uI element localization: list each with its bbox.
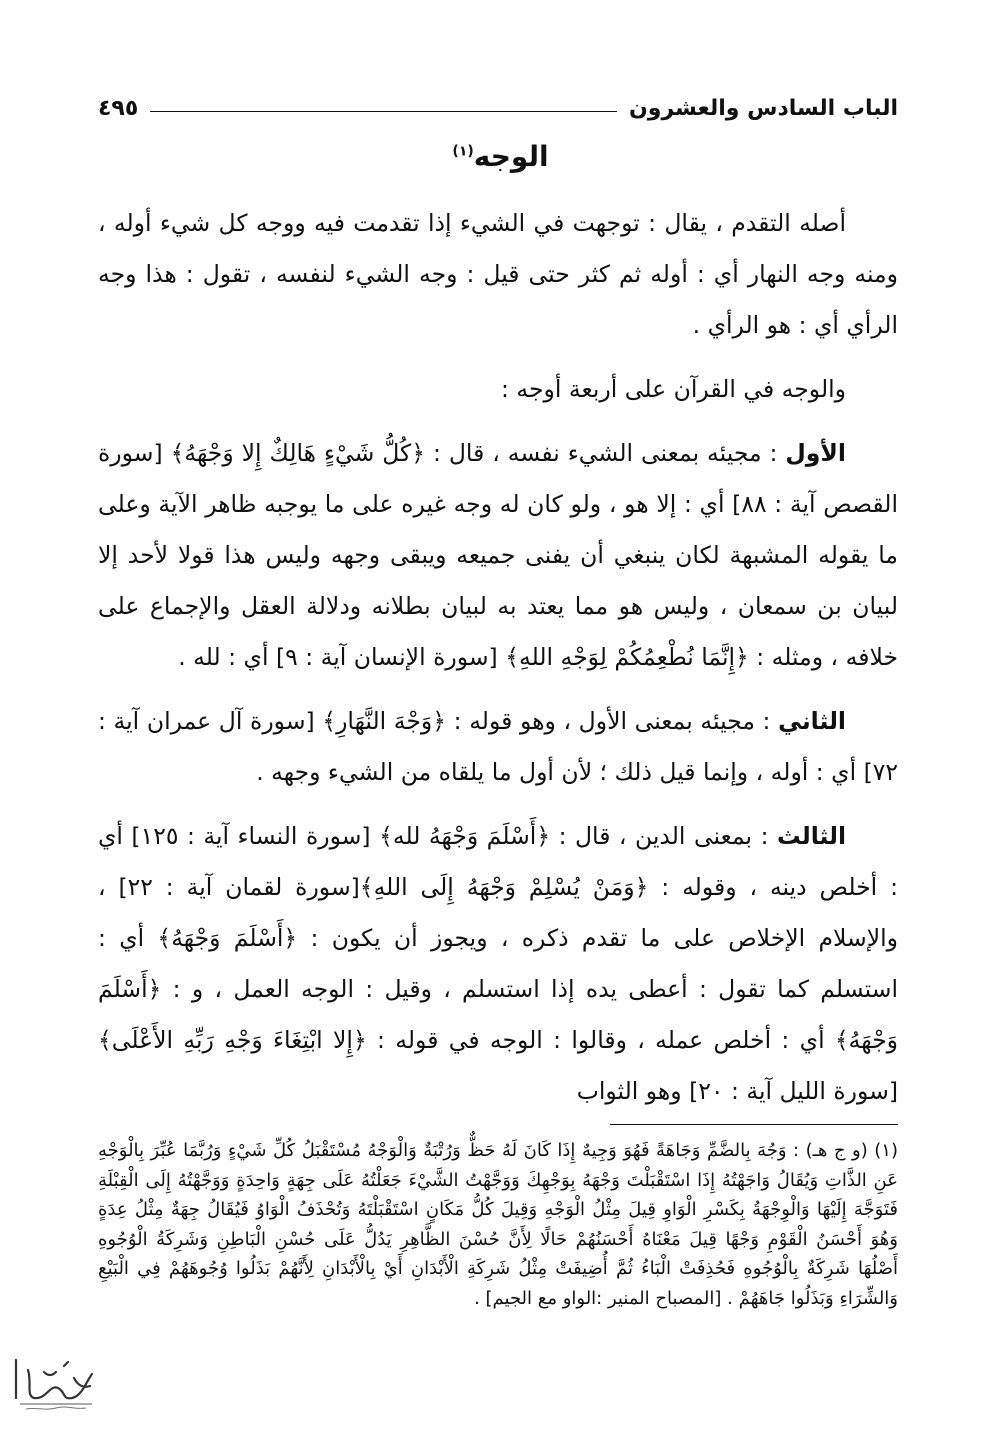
paragraph-third-meaning <box>98 811 898 1117</box>
paragraph-text: أصله التقدم ، يقال : توجهت في الشيء إذا تقدمت فيه ووجه كل شيء أوله ، ومنه وجه النهار أي : أوله ثم كثر حتى قيل : وجه الشيء لنفسه ، تقول : هذا وجه الرأي أي : هو الرأي . <box>98 209 898 339</box>
paragraph-first-meaning <box>98 428 898 683</box>
footnote-separator <box>610 1124 898 1125</box>
heading-footnote-marker: (١) <box>452 143 474 160</box>
footnote <box>98 1136 898 1313</box>
page-header <box>98 90 898 126</box>
paragraph-label: الثاني <box>778 707 846 735</box>
paragraph-text: : بمعنى الدين ، قال : ﴿أَسْلَمَ وَجْهَهُ لله﴾ [سورة النساء آية : ١٢٥] أي : أخلص دينه ، وقوله : ﴿وَمَنْ يُسْلِمْ وَجْهَهُ إِلَى اللهِ﴾[سورة لقمان آية : ٢٢] ، والإسلام الإخلاص على ما تقدم ذكره ، ويجوز أن يكون : ﴿أَسْلَمَ وَجْهَهُ﴾ أي : استسلم كما تقول : أعطى يده إذا استسلم ، وقيل : الوجه العمل ، و : ﴿أَسْلَمَ وَجْهَهُ﴾ أي : أخلص عمله ، وقالوا : الوجه في قوله : ﴿إِلا ابْتِغَاءَ وَجْهِ رَبِّهِ الأَعْلَى﴾ [سورة الليل آية : ٢٠] وهو الثواب <box>98 822 898 1105</box>
paragraph-count <box>98 364 898 415</box>
paragraph-text: : مجيئه بمعنى الشيء نفسه ، قال : ﴿كُلُّ شَيْءٍ هَالِكٌ إِلا وَجْهَهُ﴾ [سورة القصص آية : ٨٨] أي : إلا هو ، ولو كان له وجه غيره على ما يوجبه ظاهر الآية وعلى ما يقوله المشبهة لكان ينبغي أن يفنى جميعه ويبقى وجهه وليس هذا قولا لأحد إلا لبيان بن سمعان ، وليس هو مما يعتد به لبيان بطلانه ودلالة العقل والإجماع على خلافه ، ومثله : ﴿إِنَّمَا نُطْعِمُكُمْ لِوَجْهِ اللهِ﴾ [سورة الإنسان آية : ٩] أي : لله . <box>98 439 898 671</box>
paragraph-intro <box>98 198 898 351</box>
paragraph-label: الثالث <box>777 822 846 850</box>
paragraph-text: : مجيئه بمعنى الأول ، وهو قوله : ﴿وَجْهَ النَّهَارِ﴾ [سورة آل عمران آية : ٧٢] أي : أوله ، وإنما قيل ذلك ؛ لأن أول ما يلقاه من الشيء وجهه . <box>98 707 898 786</box>
footnote-text: (١) (و ج هـ) : وَجُهَ بِالضَّمِّ وَجَاهَةً فَهُوَ وَجِيهٌ إِذَا كَانَ لَهُ حَظٌّ وَرُتْبَةٌ وَالْوَجْهُ مُسْتَقْبَلُ كُلِّ شَيْءٍ وَرُبَّمَا عُبِّرَ بِالْوَجْهِ عَنِ الذَّاتِ وَيُقَالُ وَاجَهْتُهُ إِذَا اسْتَقْبَلْتَ وَجْهَهُ بِوَجْهِكَ وَوَجَّهْتُ الشَّيْءَ جَعَلْتُهُ عَلَى جِهَةٍ وَاحِدَةٍ وَوَجَّهْتُهُ إِلَى الْقِبْلَةِ فَتَوَجَّهَ إِلَيْهَا وَالْوِجْهَةُ بِكَسْرِ الْوَاوِ قِيلَ مِثْلُ الْوَجْهِ وَقِيلَ كُلُّ مَكَانٍ اسْتَقْبَلْتَهُ وَتُحْذَفُ الْوَاوُ فَيُقَالُ جِهَةٌ مِثْلُ عِدَةٍ وَهُوَ أَحْسَنُ الْقَوْمِ وَجْهًا قِيلَ مَعْنَاهُ أَحْسَنُهُمْ حَالًا لِأَنَّ حُسْنَ الظَّاهِرِ يَدُلُّ عَلَى حُسْنِ الْبَاطِنِ وَشَرِكَةُ الْوُجُوهِ أَصْلُهَا شَرِكَةٌ بِالْوُجُوهِ فَحُذِفَتْ الْبَاءُ ثُمَّ أُضِيفَتْ مِثْلُ شَرِكَةِ الْأَبْدَانِ أَيْ بِالْأَبْدَانِ لِأَنَّهُمْ بَذَلُوا وُجُوهَهُمْ فِي الْبَيْعِ وَالشِّرَاءِ وَبَذَلُوا جَاهَهُمْ . [المصباح المنير :الواو مع الجيم] . <box>98 1140 898 1309</box>
publisher-logo <box>6 1352 102 1416</box>
calligraphy-logo-icon <box>6 1352 102 1416</box>
header-rule <box>150 111 617 112</box>
body-text <box>98 198 898 1130</box>
section-heading <box>0 140 1001 173</box>
paragraph-label: الأول <box>785 439 846 467</box>
paragraph-second-meaning <box>98 696 898 798</box>
paragraph-text: والوجه في القرآن على أربعة أوجه : <box>501 375 846 403</box>
page-number: ٤٩٥ <box>98 95 139 121</box>
heading-title: الوجه <box>473 140 549 173</box>
running-title: الباب السادس والعشرون <box>629 95 898 121</box>
